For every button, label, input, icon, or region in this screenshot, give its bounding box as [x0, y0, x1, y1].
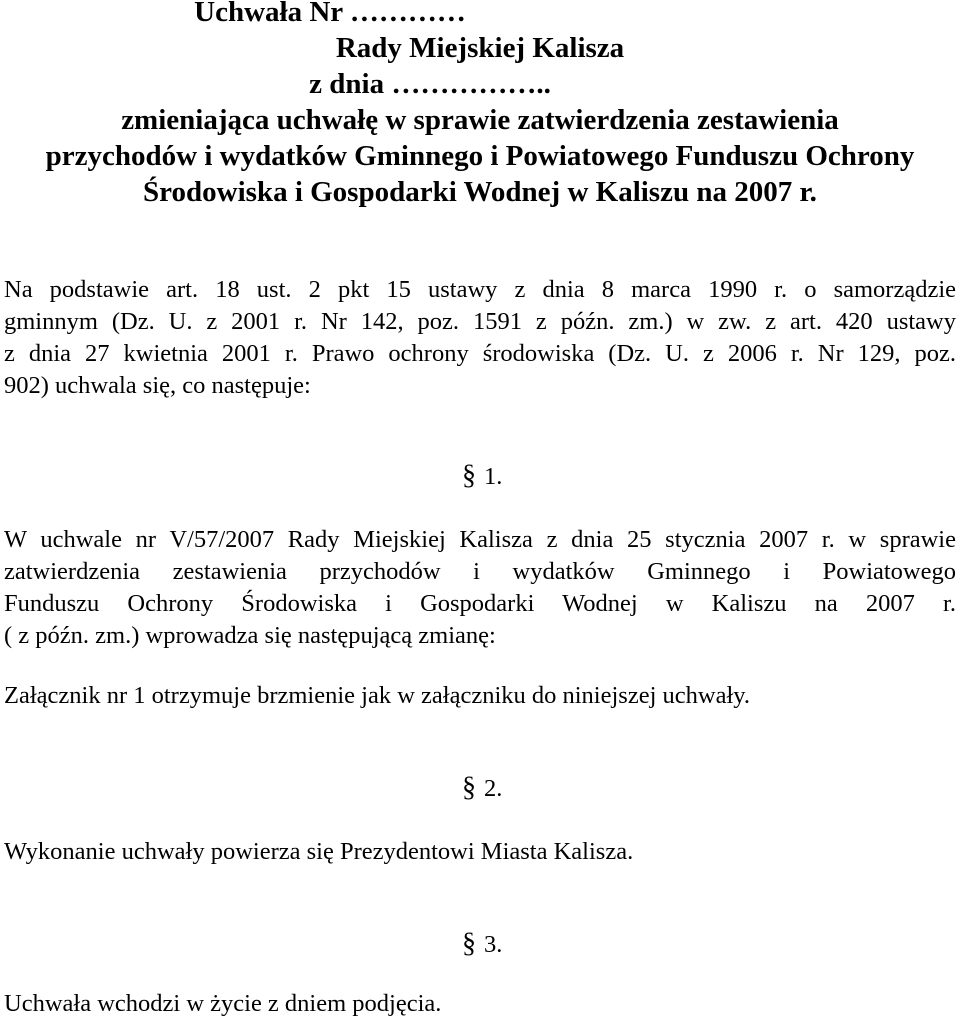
section-1-line-1: W uchwale nr V/57/2007 Rady Miejskiej Kalisza z dnia 25 stycznia 2007 r. w sprawie: [4, 526, 956, 553]
title-subject-line-3: Środowiska i Gospodarki Wodnej w Kaliszu na 2007 r.: [143, 176, 817, 208]
section-3-number: 3.: [484, 931, 503, 958]
section-1-attachment-note: Załącznik nr 1 otrzymuje brzmienie jak w załączniku do niniejszej uchwały.: [4, 682, 751, 709]
section-2-number: 2.: [484, 775, 503, 802]
section-1-heading: [462, 460, 502, 493]
title-subject-line-1: zmieniająca uchwałę w sprawie zatwierdzenia zestawienia: [121, 104, 839, 136]
title-date: z dnia ……………..: [309, 68, 551, 100]
section-1-line-4: ( z późn. zm.) wprowadza się następującą zmianę:: [4, 622, 496, 649]
section-1-line-2: zatwierdzenia zestawienia przychodów i wydatków Gminnego i Powiatowego: [4, 558, 956, 585]
section-2-heading: [462, 772, 502, 805]
section-sign-icon: §: [462, 460, 476, 491]
title-resolution-number: Uchwała Nr …………: [194, 0, 466, 28]
preamble-line-3: z dnia 27 kwietnia 2001 r. Prawo ochrony środowiska (Dz. U. z 2006 r. Nr 129, poz.: [4, 340, 956, 367]
section-3-heading: [462, 928, 502, 961]
preamble-line-1: Na podstawie art. 18 ust. 2 pkt 15 ustawy z dnia 8 marca 1990 r. o samorządzie: [4, 276, 956, 303]
section-1-line-3: Funduszu Ochrony Środowiska i Gospodarki Wodnej w Kaliszu na 2007 r.: [4, 590, 956, 617]
preamble-line-4: 902) uchwala się, co następuje:: [4, 372, 311, 399]
preamble-line-2: gminnym (Dz. U. z 2001 r. Nr 142, poz. 1591 z późn. zm.) w zw. z art. 420 ustawy: [4, 308, 956, 335]
title-council-name: Rady Miejskiej Kalisza: [335, 32, 625, 64]
section-3-text: Uchwała wchodzi w życie z dniem podjęcia.: [4, 990, 442, 1017]
section-2-text: Wykonanie uchwały powierza się Prezydentowi Miasta Kalisza.: [4, 838, 634, 865]
title-subject-line-2: przychodów i wydatków Gminnego i Powiatowego Funduszu Ochrony: [45, 140, 915, 172]
section-1-number: 1.: [484, 463, 503, 490]
section-sign-icon: §: [462, 772, 476, 803]
section-sign-icon: §: [462, 928, 476, 959]
